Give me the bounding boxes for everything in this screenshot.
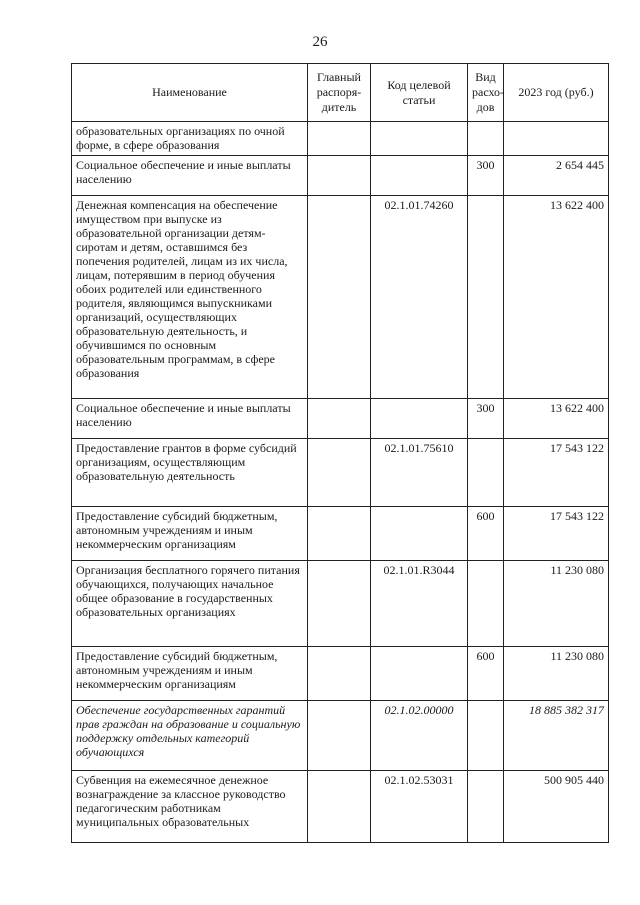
table-row <box>72 561 609 647</box>
cell-code: 02.1.02.53031 <box>371 771 468 843</box>
cell-amount: 13 622 400 <box>504 399 609 439</box>
budget-table <box>71 63 609 843</box>
cell-glavny <box>308 156 371 196</box>
cell-amount: 13 622 400 <box>504 196 609 399</box>
cell-name: Предоставление субсидий бюджетным, автономным учреждениям и иным некоммерческим организациям <box>72 507 308 561</box>
header-code: Код целевой статьи <box>371 64 468 122</box>
table-row <box>72 156 609 196</box>
cell-glavny <box>308 439 371 507</box>
cell-name: Социальное обеспечение и иные выплаты населению <box>72 156 308 196</box>
cell-glavny <box>308 647 371 701</box>
table-row <box>72 122 609 156</box>
table-header-row <box>72 64 609 122</box>
cell-code <box>371 122 468 156</box>
cell-amount <box>504 122 609 156</box>
header-vid: Вид расхо-дов <box>468 64 504 122</box>
cell-glavny <box>308 507 371 561</box>
cell-glavny <box>308 701 371 771</box>
cell-code: 02.1.01.75610 <box>371 439 468 507</box>
cell-name: Денежная компенсация на обеспечение имуществом при выпуске из образовательной организации детям-сиротам и детям, оставшимся без попечения родителей, лицам из их числа, лицам, потерявшим в период обучения обоих родителей или единственного родителя, являющимся выпускниками организаций, осуществляющих образовательную деятельность, и обучившимся по основным образовательным программам, в сфере образования <box>72 196 308 399</box>
table-row <box>72 399 609 439</box>
cell-amount: 17 543 122 <box>504 439 609 507</box>
cell-code: 02.1.02.00000 <box>371 701 468 771</box>
cell-amount: 18 885 382 317 <box>504 701 609 771</box>
header-glavny: Главный распоря-дитель <box>308 64 371 122</box>
cell-glavny <box>308 122 371 156</box>
cell-name: Организация бесплатного горячего питания обучающихся, получающих начальное общее образование в государственных образовательных организациях <box>72 561 308 647</box>
cell-amount: 500 905 440 <box>504 771 609 843</box>
header-name: Наименование <box>72 64 308 122</box>
cell-code: 02.1.01.74260 <box>371 196 468 399</box>
table-row <box>72 647 609 701</box>
cell-amount: 11 230 080 <box>504 647 609 701</box>
table-row <box>72 507 609 561</box>
cell-code <box>371 399 468 439</box>
header-year: 2023 год (руб.) <box>504 64 609 122</box>
cell-code: 02.1.01.R3044 <box>371 561 468 647</box>
cell-vid: 600 <box>468 647 504 701</box>
cell-name: Предоставление субсидий бюджетным, автономным учреждениям и иным некоммерческим организациям <box>72 647 308 701</box>
table-row <box>72 771 609 843</box>
table-row <box>72 701 609 771</box>
cell-glavny <box>308 561 371 647</box>
page-number: 26 <box>312 34 328 50</box>
cell-vid <box>468 439 504 507</box>
cell-vid <box>468 122 504 156</box>
cell-name: образовательных организациях по очной форме, в сфере образования <box>72 122 308 156</box>
cell-vid <box>468 771 504 843</box>
cell-vid <box>468 701 504 771</box>
cell-vid: 300 <box>468 156 504 196</box>
cell-name: Предоставление грантов в форме субсидий организациям, осуществляющим образовательную деятельность <box>72 439 308 507</box>
cell-vid <box>468 196 504 399</box>
cell-code <box>371 647 468 701</box>
cell-amount: 17 543 122 <box>504 507 609 561</box>
cell-name: Обеспечение государственных гарантий прав граждан на образование и социальную поддержку отдельных категорий обучающихся <box>72 701 308 771</box>
cell-amount: 11 230 080 <box>504 561 609 647</box>
cell-code <box>371 507 468 561</box>
cell-amount: 2 654 445 <box>504 156 609 196</box>
cell-name: Субвенция на ежемесячное денежное вознаграждение за классное руководство педагогическим работникам муниципальных образовательных <box>72 771 308 843</box>
cell-vid: 600 <box>468 507 504 561</box>
table-row <box>72 439 609 507</box>
cell-glavny <box>308 399 371 439</box>
table-row <box>72 196 609 399</box>
cell-glavny <box>308 771 371 843</box>
cell-glavny <box>308 196 371 399</box>
cell-name: Социальное обеспечение и иные выплаты населению <box>72 399 308 439</box>
cell-code <box>371 156 468 196</box>
cell-vid: 300 <box>468 399 504 439</box>
cell-vid <box>468 561 504 647</box>
